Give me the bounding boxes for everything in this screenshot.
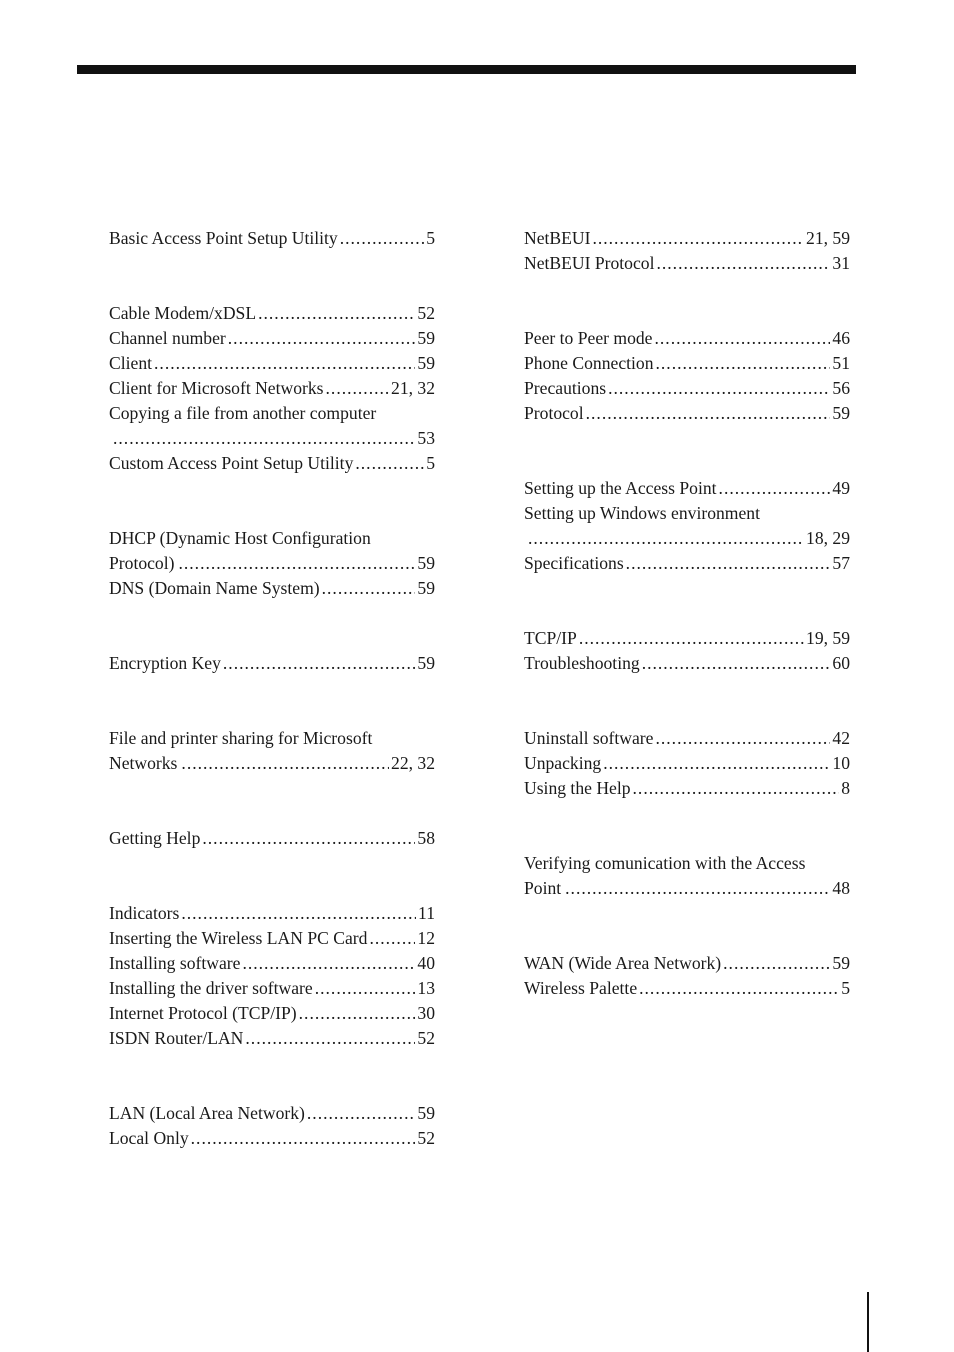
dot-leader: [369, 926, 415, 951]
dot-leader: [258, 301, 415, 326]
dot-leader: [307, 1101, 416, 1126]
index-entry-page: 59: [417, 328, 435, 348]
index-entry: [524, 476, 850, 501]
index-entry: [109, 1001, 435, 1026]
index-entry-label: TCP/IP: [524, 628, 577, 648]
index-entry-page: 57: [832, 553, 850, 573]
index-entry-label: Getting Help: [109, 828, 201, 848]
index-entry-first-line: File and printer sharing for Microsoft: [109, 728, 373, 748]
index-entry-label: Installing the driver software: [109, 978, 313, 998]
index-entry: [109, 1126, 435, 1151]
index-entry-page: 42: [832, 728, 850, 748]
index-entry-label: Custom Access Point Setup Utility: [109, 453, 354, 473]
index-entry-page: 10: [832, 753, 850, 773]
index-entry: [109, 351, 435, 376]
index-entry-page: 30: [417, 1003, 435, 1023]
dot-leader: [315, 976, 416, 1001]
dot-leader: [656, 351, 831, 376]
index-entry-label: Client: [109, 353, 153, 373]
index-entry: [109, 576, 435, 601]
index-entry-page: 49: [832, 478, 850, 498]
index-entry-page: 18, 29: [806, 528, 850, 548]
index-entry: [109, 551, 435, 576]
index-entry-label: Setting up the Access Point: [524, 478, 717, 498]
index-entry-label: Wireless Palette: [524, 978, 638, 998]
index-entry: [524, 651, 850, 676]
index-entry-page: 52: [417, 1128, 435, 1148]
index-entry: [109, 326, 435, 351]
index-entry-label: Protocol: [524, 403, 584, 423]
index-entry: [109, 976, 435, 1001]
index-group: [524, 326, 850, 426]
index-group: [524, 851, 850, 901]
index-entry-label: Networks: [109, 753, 178, 773]
index-entry-label: Protocol): [109, 553, 175, 573]
index-entry-page: 52: [417, 1028, 435, 1048]
index-entry-label: Client for Microsoft Networks: [109, 378, 324, 398]
index-entry-label: NetBEUI Protocol: [524, 253, 655, 273]
index-entry-page: 21, 32: [391, 378, 435, 398]
index-column-right: [524, 226, 850, 1051]
index-group: [109, 826, 435, 851]
index-entry-page: 52: [417, 303, 435, 323]
index-entry: [109, 426, 435, 451]
index-entry-page: 5: [841, 978, 850, 998]
index-group: [524, 951, 850, 1001]
index-column-left: [109, 226, 435, 1201]
index-entry: [524, 951, 850, 976]
dot-leader: [592, 226, 804, 251]
dot-leader: [655, 726, 830, 751]
dot-leader: [223, 651, 416, 676]
dot-leader: [639, 976, 839, 1001]
dot-leader: [322, 576, 416, 601]
dot-leader: [242, 951, 415, 976]
dot-leader: [579, 626, 804, 651]
dot-leader: [655, 326, 831, 351]
index-entry-label: Basic Access Point Setup Utility: [109, 228, 338, 248]
index-entry: [524, 351, 850, 376]
index-entry: [524, 551, 850, 576]
index-entry-label: Indicators: [109, 903, 180, 923]
index-entry: [109, 451, 435, 476]
index-entry: [109, 376, 435, 401]
dot-leader: [723, 951, 830, 976]
index-entry-page: 46: [832, 328, 850, 348]
dot-leader: [626, 551, 831, 576]
index-entry-page: 19, 59: [806, 628, 850, 648]
dot-leader: [113, 426, 415, 451]
index-entry-label: Installing software: [109, 953, 241, 973]
index-entry-page: 40: [417, 953, 435, 973]
index-entry: [524, 876, 850, 901]
index-entry: [109, 751, 435, 776]
index-entry-page: 59: [417, 653, 435, 673]
index-entry-label: Uninstall software: [524, 728, 654, 748]
dot-leader: [326, 376, 390, 401]
index-entry-label: WAN (Wide Area Network): [524, 953, 722, 973]
index-entry-page: 59: [832, 953, 850, 973]
index-entry: [109, 1101, 435, 1126]
index-entry: [524, 626, 850, 651]
index-entry-page: 60: [832, 653, 850, 673]
top-rule: [77, 65, 856, 74]
index-entry-label: NetBEUI: [524, 228, 591, 248]
index-entry: [524, 776, 850, 801]
dot-leader: [565, 876, 830, 901]
dot-leader: [608, 376, 830, 401]
index-entry: [109, 901, 435, 926]
dot-leader: [355, 451, 424, 476]
index-entry-first-line: Copying a file from another computer: [109, 403, 377, 423]
index-entry: [109, 301, 435, 326]
index-entry-label: Troubleshooting: [524, 653, 640, 673]
page-edge-rule: [867, 1292, 869, 1352]
index-entry: [524, 526, 850, 551]
index-entry-label: Inserting the Wireless LAN PC Card: [109, 928, 368, 948]
index-entry-first-line: DHCP (Dynamic Host Configuration: [109, 528, 371, 548]
index-entry: [524, 976, 850, 1001]
index-entry-page: 48: [832, 878, 850, 898]
index-entry-page: 58: [417, 828, 435, 848]
index-entry-first-line: Setting up Windows environment: [524, 503, 760, 523]
index-entry-label: Specifications: [524, 553, 624, 573]
dot-leader: [528, 526, 804, 551]
index-entry-page: 11: [418, 903, 435, 923]
index-group: [109, 901, 435, 1051]
index-entry: [109, 951, 435, 976]
index-group: [524, 476, 850, 576]
index-entry-page: 22, 32: [391, 753, 435, 773]
dot-leader: [228, 326, 416, 351]
index-group: [109, 526, 435, 601]
dot-leader: [202, 826, 415, 851]
dot-leader: [656, 251, 830, 276]
dot-leader: [633, 776, 840, 801]
dot-leader: [603, 751, 830, 776]
index-group: [109, 226, 435, 251]
index-entry: [109, 826, 435, 851]
index-entry: [109, 1026, 435, 1051]
index-entry: [109, 226, 435, 251]
index-entry: [524, 326, 850, 351]
index-group: [524, 726, 850, 801]
dot-leader: [299, 1001, 416, 1026]
index-entry: [109, 651, 435, 676]
index-entry-page: 21, 59: [806, 228, 850, 248]
index-entry-label: Internet Protocol (TCP/IP): [109, 1003, 297, 1023]
index-entry-page: 53: [417, 428, 435, 448]
index-entry-page: 31: [832, 253, 850, 273]
index-entry-first-line: Verifying comunication with the Access: [524, 853, 806, 873]
dot-leader: [642, 651, 831, 676]
dot-leader: [154, 351, 415, 376]
index-entry-page: 5: [426, 228, 435, 248]
index-entry: [524, 251, 850, 276]
dot-leader: [245, 1026, 415, 1051]
index-entry-page: 8: [841, 778, 850, 798]
index-group: [109, 301, 435, 476]
index-entry-label: Phone Connection: [524, 353, 654, 373]
index-entry-page: 59: [417, 553, 435, 573]
dot-leader: [719, 476, 831, 501]
index-entry: [524, 376, 850, 401]
dot-leader: [340, 226, 424, 251]
index-group: [109, 726, 435, 776]
index-entry: [524, 401, 850, 426]
index-entry-page: 13: [417, 978, 435, 998]
dot-leader: [181, 751, 389, 776]
index-entry-page: 59: [832, 403, 850, 423]
index-entry-label: Encryption Key: [109, 653, 221, 673]
index-entry-label: Channel number: [109, 328, 226, 348]
index-group: [524, 626, 850, 676]
index-entry-label: Point: [524, 878, 562, 898]
index-entry-page: 5: [426, 453, 435, 473]
index-entry: [524, 226, 850, 251]
index-entry-page: 56: [832, 378, 850, 398]
index-entry-label: Unpacking: [524, 753, 602, 773]
dot-leader: [181, 901, 416, 926]
index-entry: [524, 726, 850, 751]
index-entry-label: Cable Modem/xDSL: [109, 303, 257, 323]
index-entry-page: 12: [417, 928, 435, 948]
index-entry-page: 59: [417, 578, 435, 598]
index-entry-label: Local Only: [109, 1128, 189, 1148]
index-group: [109, 651, 435, 676]
index-entry: [524, 751, 850, 776]
dot-leader: [586, 401, 831, 426]
index-entry-page: 51: [832, 353, 850, 373]
dot-leader: [178, 551, 415, 576]
index-group: [109, 1101, 435, 1151]
index-entry-page: 59: [417, 1103, 435, 1123]
index-group: [524, 226, 850, 276]
index-entry: [109, 926, 435, 951]
index-entry-label: Precautions: [524, 378, 607, 398]
index-entry-page: 59: [417, 353, 435, 373]
index-entry-label: Peer to Peer mode: [524, 328, 653, 348]
index-entry-label: ISDN Router/LAN: [109, 1028, 244, 1048]
index-entry-label: Using the Help: [524, 778, 631, 798]
index-entry-label: DNS (Domain Name System): [109, 578, 320, 598]
index-entry-label: LAN (Local Area Network): [109, 1103, 305, 1123]
dot-leader: [191, 1126, 416, 1151]
